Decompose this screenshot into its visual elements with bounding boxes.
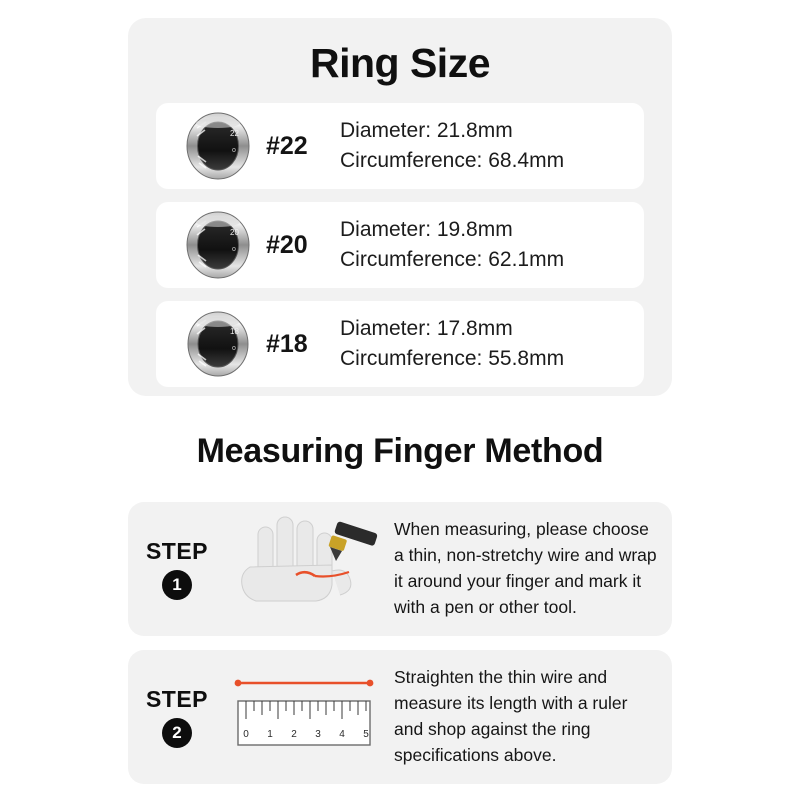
ruler-with-wire-icon	[220, 657, 388, 777]
step-badge-1	[128, 538, 220, 600]
ring-size-label: #22	[266, 131, 308, 160]
smart-ring-icon	[172, 205, 264, 285]
svg-text:22: 22	[230, 129, 239, 138]
svg-text:0: 0	[243, 729, 249, 740]
method-title: Measuring Finger Method	[196, 432, 604, 470]
step-description: When measuring, please choose a thin, non-stretchy wire and wrap it around your finger and mark it with a pen or other tool.	[394, 519, 657, 617]
step-number: 2	[162, 718, 192, 748]
ring-diameter: Diameter: 19.8mm	[340, 217, 513, 241]
ring-circumference: Circumference: 55.8mm	[340, 347, 565, 370]
ring-spec-group	[332, 314, 634, 375]
step-card-2	[128, 650, 672, 784]
hand-with-marker-icon	[220, 509, 388, 629]
ring-size-label: #18	[266, 329, 308, 358]
ring-diameter: Diameter: 21.8mm	[340, 118, 513, 142]
step-word: STEP	[145, 538, 209, 564]
ring-circumference: Circumference: 62.1mm	[340, 248, 565, 271]
svg-text:3: 3	[315, 729, 321, 740]
step-card-1	[128, 502, 672, 636]
svg-text:o: o	[232, 246, 236, 253]
svg-text:o: o	[232, 147, 236, 154]
smart-ring-icon	[172, 106, 264, 186]
svg-text:2: 2	[291, 729, 297, 740]
svg-text:18: 18	[230, 327, 239, 336]
ring-size-row	[156, 103, 644, 189]
step-number: 1	[162, 570, 192, 600]
svg-text:4: 4	[339, 729, 345, 740]
ring-spec-group	[332, 116, 634, 177]
ring-size-label: #20	[266, 230, 308, 259]
ring-diameter: Diameter: 17.8mm	[340, 316, 513, 340]
ring-size-row	[156, 301, 644, 387]
page-title: Ring Size	[309, 40, 491, 86]
ring-circumference: Circumference: 68.4mm	[340, 149, 565, 172]
step-description: Straighten the thin wire and measure its length with a ruler and shop against the ring specifications above.	[394, 667, 628, 765]
ring-size-card	[128, 18, 672, 396]
svg-text:o: o	[232, 345, 236, 352]
step-word: STEP	[145, 686, 209, 712]
ring-spec-group	[332, 215, 634, 276]
step-badge-2	[128, 686, 220, 748]
svg-text:5: 5	[363, 729, 369, 740]
smart-ring-icon	[172, 304, 264, 384]
svg-text:1: 1	[267, 729, 273, 740]
ring-size-row	[156, 202, 644, 288]
svg-text:20: 20	[230, 228, 239, 237]
